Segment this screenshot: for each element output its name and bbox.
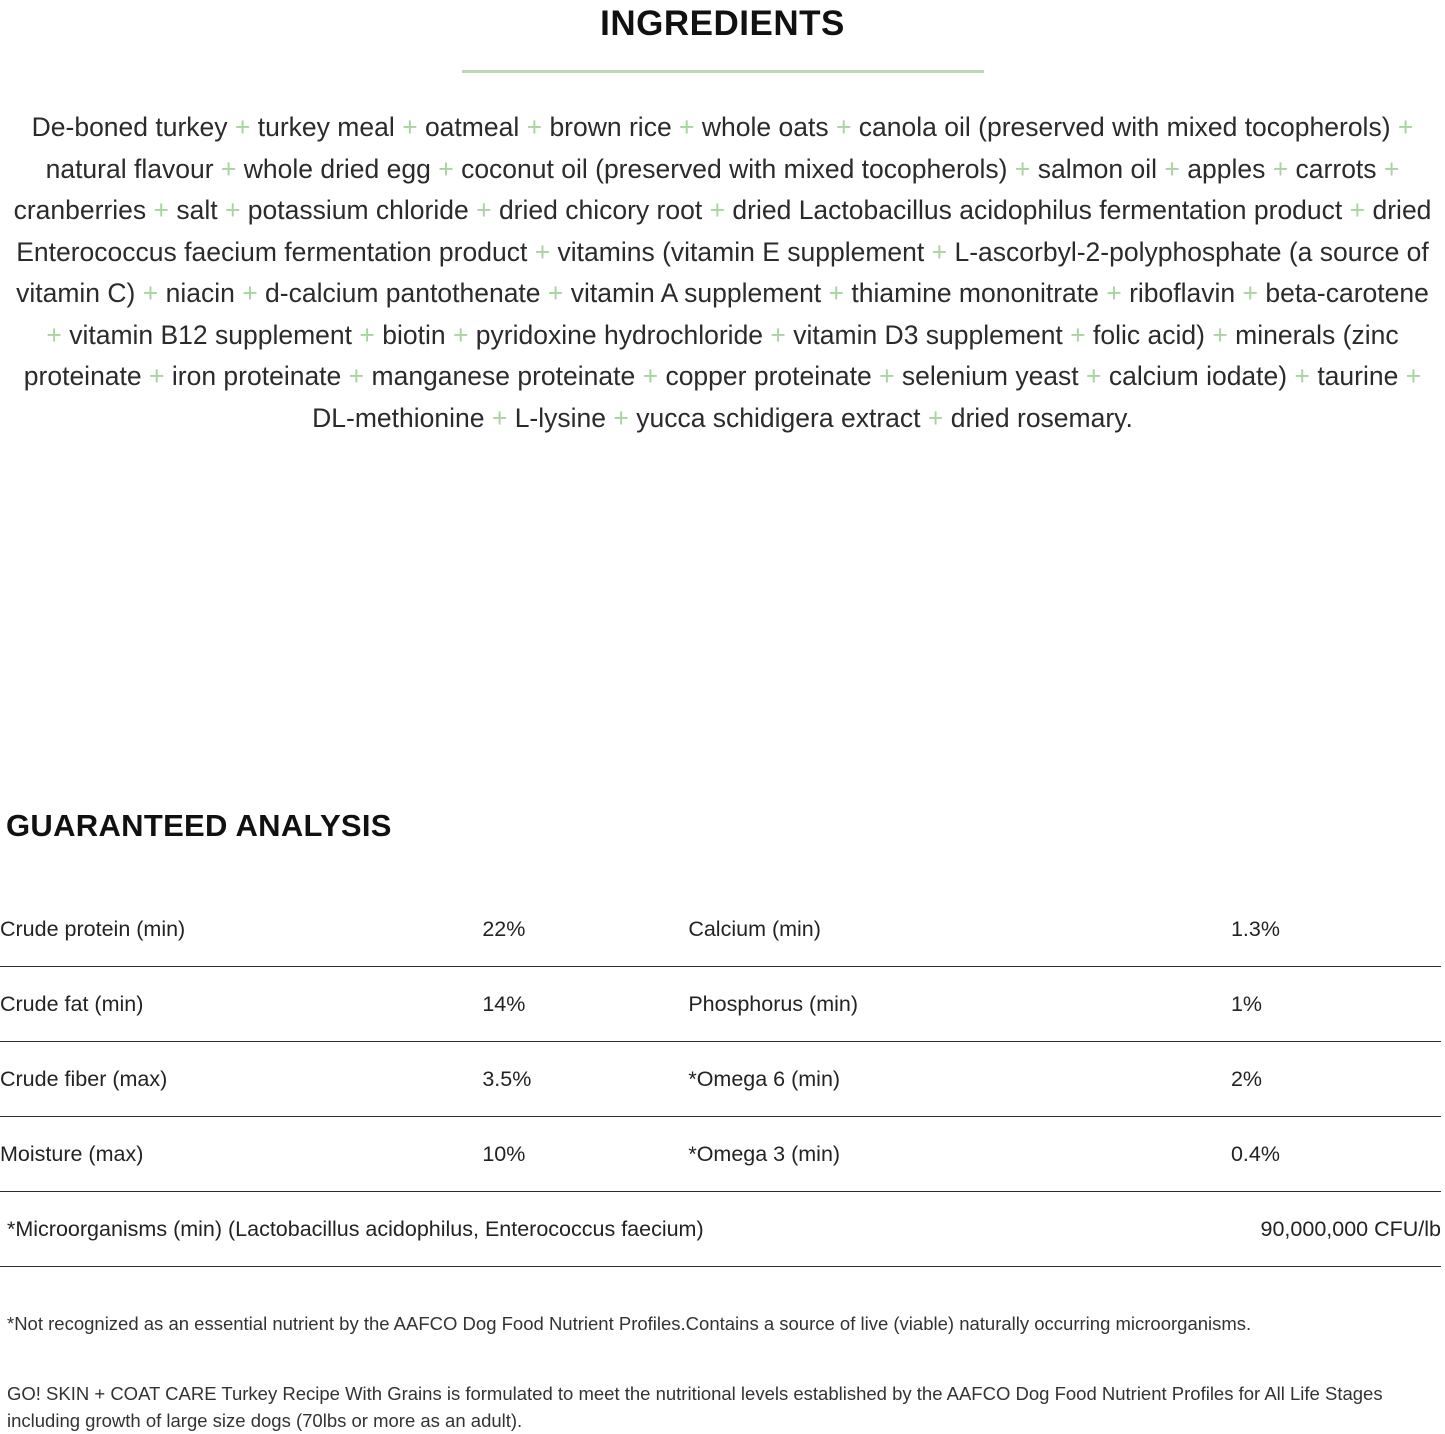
nutrient-value: 2% [1230, 1067, 1263, 1091]
nutrient-label: Moisture (max) [0, 1142, 144, 1166]
footnote-aafco-nutrient: *Not recognized as an essential nutrient by the AAFCO Dog Food Nutrient Profiles.Contains a source of live (viable) naturally occurring microorganisms. [7, 1313, 1252, 1334]
ingredients-heading: INGREDIENTS [600, 4, 845, 43]
ingredient-separator-plus: + [835, 112, 852, 142]
ingredient-separator-plus: + [1397, 112, 1414, 142]
nutrient-value: 14% [482, 992, 526, 1016]
nutrient-label: Phosphorus (min) [688, 992, 859, 1016]
ingredient-separator-plus: + [359, 319, 375, 350]
microorganisms-label: *Microorganisms (min) (Lactobacillus acidophilus, Enterococcus faecium) [7, 1217, 704, 1241]
ingredient-separator-plus: + [1349, 195, 1366, 225]
nutrient-label: Crude fiber (max) [0, 1067, 168, 1091]
ingredient-separator-plus: + [613, 402, 629, 433]
heading-divider [462, 70, 984, 73]
table-row [0, 892, 1441, 967]
table-row [0, 967, 1441, 1042]
nutrient-label: Crude protein (min) [0, 917, 186, 941]
ingredient-separator-plus: + [224, 195, 241, 225]
ingredient-separator-plus: + [547, 278, 564, 308]
ingredient-separator-plus: + [1383, 153, 1400, 184]
ingredient-separator-plus: + [491, 402, 508, 433]
nutrient-value: 10% [482, 1142, 526, 1166]
ingredient-separator-plus: + [931, 236, 948, 267]
guaranteed-analysis-table [0, 892, 1441, 1267]
nutrient-value: 3.5% [482, 1067, 532, 1091]
ingredient-separator-plus: + [153, 195, 169, 225]
ingredient-separator-plus: + [1405, 361, 1422, 391]
ingredient-separator-plus: + [709, 195, 726, 225]
ingredients-section [0, 0, 1445, 439]
ingredient-separator-plus: + [149, 361, 165, 391]
nutrient-value: 1% [1230, 992, 1263, 1016]
ingredient-separator-plus: + [879, 361, 895, 391]
ingredient-separator-plus: + [1014, 153, 1031, 184]
ingredient-separator-plus: + [1070, 319, 1086, 350]
ingredient-separator-plus: + [220, 153, 237, 184]
ingredient-separator-plus: + [927, 402, 944, 433]
nutrient-value: 22% [482, 917, 526, 941]
table-row [0, 1117, 1441, 1192]
nutrient-label: Calcium (min) [688, 917, 821, 941]
ingredient-separator-plus: + [1086, 361, 1102, 391]
guaranteed-analysis-section [0, 806, 1445, 1267]
ingredient-separator-plus: + [1164, 153, 1180, 184]
nutrient-label: Crude fat (min) [0, 992, 144, 1016]
ingredient-separator-plus: + [1106, 278, 1122, 308]
ingredient-separator-plus: + [526, 112, 543, 142]
nutrient-label: *Omega 3 (min) [688, 1142, 841, 1166]
ingredient-separator-plus: + [242, 278, 258, 308]
nutrient-value: 0.4% [1230, 1142, 1280, 1166]
footnote-formulation-statement: GO! SKIN + COAT CARE Turkey Recipe With Grains is formulated to meet the nutritional levels established by the AAFCO Dog Food Nutrient Profiles for All Life Stages including growth of large size dogs (70lbs or more as an adult). [7, 1383, 1383, 1431]
guaranteed-analysis-heading: GUARANTEED ANALYSIS [6, 808, 392, 843]
ingredient-separator-plus: + [1242, 278, 1258, 308]
ingredient-separator-plus: + [438, 153, 454, 184]
ingredient-separator-plus: + [1294, 361, 1310, 391]
ingredient-separator-plus: + [46, 319, 62, 350]
microorganisms-value: 90,000,000 CFU/lb [1260, 1217, 1441, 1241]
ingredient-separator-plus: + [142, 278, 159, 308]
ingredients-list-text: De-boned turkey + turkey meal + oatmeal + brown rice + whole oats + canola oil (preserved with mixed tocopherols) + natural flavour + whole dried egg + coconut oil (preserved with mixed tocopherols) + salmon oil + apples + carrots + cranberries + salt + potassium chloride + dried chicory root + dried Lactobacillus acidophilus fermentation product + dried Enterococcus faecium fermentation product + vitamins (vitamin E supplement + L-ascorbyl-2-polyphosphate (a source of vitamin C) + niacin + d-calcium pantothenate + vitamin A supplement + thiamine mononitrate + riboflavin + beta-carotene + vitamin B12 supplement + biotin + pyridoxine hydrochloride + vitamin D3 supplement + folic acid) + minerals (zinc proteinate + iron proteinate + manganese proteinate + copper proteinate + selenium yeast + calcium iodate) + taurine + DL-methionine + L-lysine + yucca schidigera extract + dried rosemary. [13, 112, 1432, 433]
nutrient-label: *Omega 6 (min) [688, 1067, 841, 1091]
ingredient-separator-plus: + [828, 278, 845, 308]
table-row [0, 1042, 1441, 1117]
ingredient-separator-plus: + [402, 112, 418, 142]
table-row-microorganisms [0, 1192, 1441, 1267]
ingredient-separator-plus: + [452, 319, 469, 350]
ingredient-separator-plus: + [476, 195, 492, 225]
ingredient-separator-plus: + [348, 361, 365, 391]
ingredient-separator-plus: + [1212, 319, 1228, 350]
nutrient-value: 1.3% [1230, 917, 1280, 941]
ingredient-separator-plus: + [770, 319, 786, 350]
ingredient-separator-plus: + [234, 112, 251, 142]
ingredient-separator-plus: + [1272, 153, 1289, 184]
ingredient-separator-plus: + [679, 112, 695, 142]
ingredient-separator-plus: + [642, 361, 659, 391]
ingredient-separator-plus: + [534, 236, 551, 267]
